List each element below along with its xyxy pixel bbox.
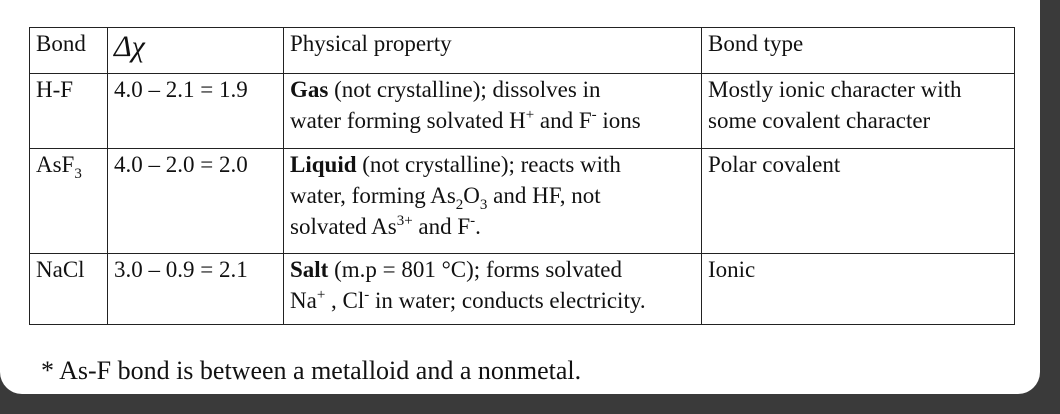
charge-superscript: - [364,287,370,303]
cell-physical-property [284,254,702,325]
property-text: (not crystalline); reacts with [356,152,621,177]
charge-superscript: + [316,287,326,303]
bond-type-text: some covalent character [708,108,931,133]
property-text: (m.p = 801 °C); forms solvated [328,257,623,282]
property-text: solvated As [290,214,397,239]
cell-bond-type [702,149,1015,254]
property-line [290,105,695,136]
phase-label: Gas [290,77,329,102]
header-bond-type: Bond type [702,28,1015,74]
property-text: and HF, not [487,183,601,208]
formula-subscript: 2 [455,197,464,213]
property-line [290,74,695,105]
table-row [30,74,1015,149]
bond-formula: NaCl [36,257,85,282]
table-header-row [30,28,1015,74]
charge-superscript: - [591,107,597,123]
table-row [30,254,1015,325]
cell-bond [30,74,108,149]
delta-chi-symbol: Δχ [114,30,145,63]
property-text: O [463,183,480,208]
header-bond: Bond [30,28,108,74]
property-text: (not crystalline); dissolves in [328,77,601,102]
cell-bond-type [702,74,1015,149]
bond-comparison-table [29,27,1015,325]
property-text: . [475,214,481,239]
bond-formula: AsF [36,152,75,177]
cell-delta-chi: 4.0 – 2.0 = 2.0 [108,149,284,254]
bond-type-text: Mostly ionic character with [708,77,962,102]
property-text: ions [596,108,641,133]
header-delta-chi [108,28,284,74]
property-text: in water; conducts electricity. [369,288,646,313]
cell-bond [30,149,108,254]
charge-superscript: - [470,213,476,229]
formula-subscript: 3 [74,166,82,182]
property-text: , Cl [325,288,365,313]
cell-physical-property [284,149,702,254]
property-text: water forming solvated H [290,108,526,133]
cell-bond [30,254,108,325]
bond-type-text: Ionic [708,257,756,282]
cell-delta-chi: 4.0 – 2.1 = 1.9 [108,74,284,149]
property-line [290,254,695,285]
cell-physical-property [284,74,702,149]
property-line [290,285,695,316]
charge-superscript: + [525,107,535,123]
property-text: Na [290,288,317,313]
property-text: water, forming As [290,183,456,208]
property-line [290,149,695,180]
property-text: and F [534,108,592,133]
property-text: and F [412,214,471,239]
bond-type-text: Polar covalent [708,152,841,177]
phase-label: Liquid [290,152,357,177]
table-row [30,149,1015,254]
bond-formula: H-F [36,77,74,102]
footnote: * As-F bond is between a metalloid and a nonmetal. [41,356,582,385]
charge-superscript: 3+ [396,213,413,229]
header-physical-property: Physical property [284,28,702,74]
cell-bond-type [702,254,1015,325]
formula-subscript: 3 [479,197,488,213]
property-line [290,180,695,211]
property-line [290,211,695,242]
phase-label: Salt [290,257,329,282]
cell-delta-chi: 3.0 – 0.9 = 2.1 [108,254,284,325]
